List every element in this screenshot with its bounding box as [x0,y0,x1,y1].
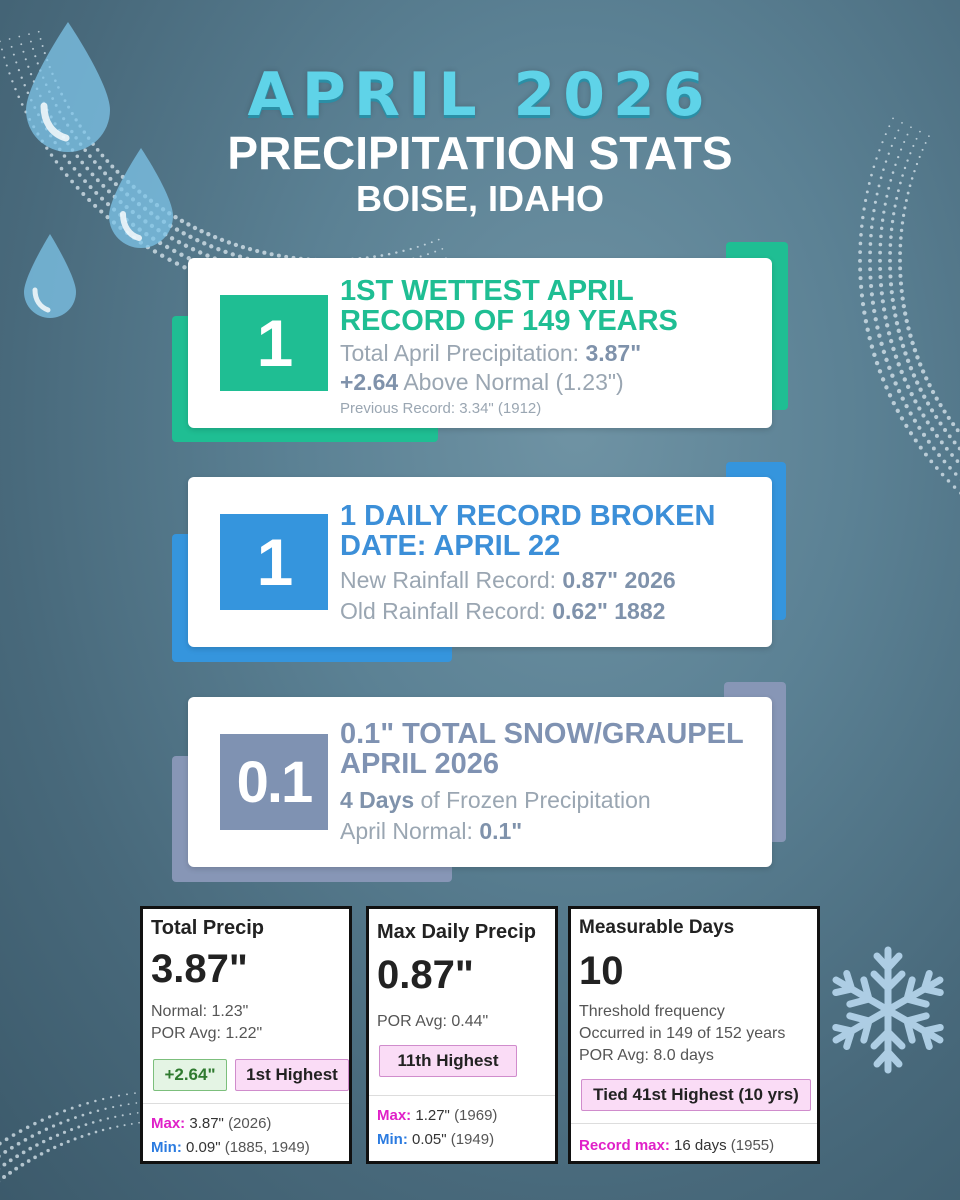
stat-box-max-daily [366,906,558,1164]
stat-box-measurable-days [568,906,820,1164]
card-line: +2.64 Above Normal (1.23") [340,369,624,395]
title-subtitle: PRECIPITATION STATS [227,127,733,179]
stat-box-title: Max Daily Precip [377,921,536,943]
title-month-year: APRIL 2026 [247,60,713,130]
stat-max: Max: 1.27" (1969) [377,1107,498,1124]
stat-box-line: Occurred in 149 of 152 years [579,1025,786,1042]
stat-record-max: Record max: 16 days (1955) [579,1137,775,1154]
card-heading: APRIL 2026 [340,748,500,780]
raindrop-icon [22,234,78,320]
divider [571,1123,817,1124]
stat-box-line: Threshold frequency [579,1003,725,1020]
divider [369,1095,555,1096]
card-heading: 1 DAILY RECORD BROKEN [340,500,716,532]
rank-badge: 1 [220,514,328,610]
stat-box-total-precip [140,906,352,1164]
card-line: 4 Days of Frozen Precipitation [340,787,651,813]
stat-box-line: Normal: 1.23" [151,1003,249,1020]
record-card-snow [188,697,772,867]
card-line: Old Rainfall Record: 0.62" 1882 [340,598,666,624]
card-heading: RECORD OF 149 YEARS [340,305,678,337]
stat-chip: 1st Highest [235,1059,349,1091]
card-heading: 1ST WETTEST APRIL [340,275,634,307]
stat-chip: +2.64" [153,1059,227,1091]
stat-box-title: Total Precip [151,917,264,939]
record-card-wettest [188,258,772,428]
divider [143,1103,349,1104]
card-heading: DATE: APRIL 22 [340,530,561,562]
stat-box-value: 0.87" [377,953,474,997]
rank-badge: 0.1 [220,734,328,830]
stat-box-value: 3.87" [151,947,248,991]
stat-box-title: Measurable Days [579,917,735,938]
stat-chip: 11th Highest [379,1045,517,1077]
title-location: BOISE, IDAHO [355,178,605,219]
rank-badge: 1 [220,295,328,391]
stat-min: Min: 0.05" (1949) [377,1131,495,1148]
stat-box-line: POR Avg: 1.22" [151,1025,263,1042]
stat-max: Max: 3.87" (2026) [151,1115,272,1132]
card-line: April Normal: 0.1" [340,818,523,844]
stat-min: Min: 0.09" (1885, 1949) [151,1139,310,1156]
stat-box-line: POR Avg: 8.0 days [579,1047,714,1064]
card-note: Previous Record: 3.34" (1912) [340,400,542,417]
stat-box-value: 10 [579,949,624,993]
card-heading: 0.1" TOTAL SNOW/GRAUPEL [340,718,744,750]
record-card-daily [188,477,772,647]
card-line: New Rainfall Record: 0.87" 2026 [340,567,676,593]
stat-chip: Tied 41st Highest (10 yrs) [581,1079,811,1111]
snowflake-icon [818,940,958,1080]
card-line: Total April Precipitation: 3.87" [340,340,642,366]
stat-box-line: POR Avg: 0.44" [377,1013,489,1030]
